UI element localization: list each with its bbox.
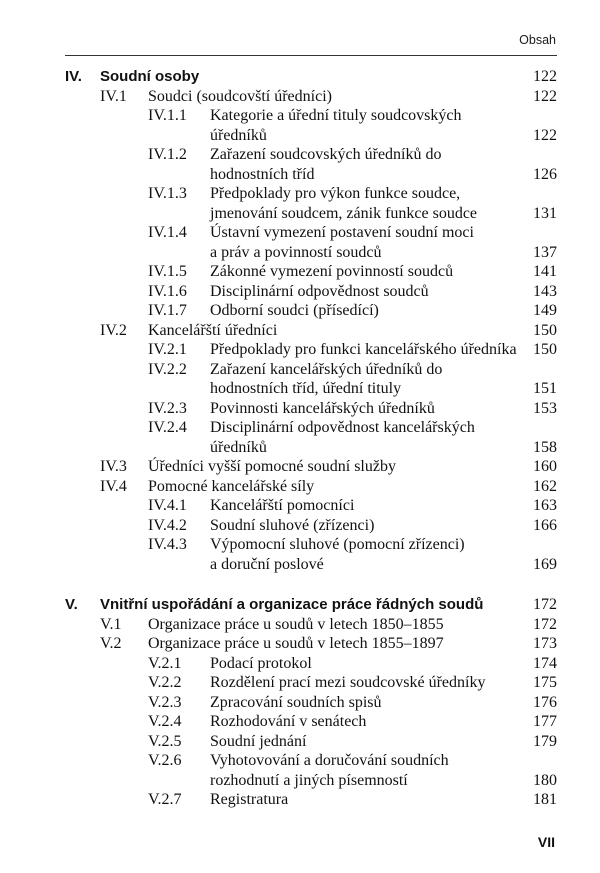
page-number: 169 (533, 555, 557, 573)
entry-number: IV.2.1 (148, 341, 187, 358)
toc-entry-IV-1-3[interactable] (65, 184, 557, 223)
page-number: 172 (533, 596, 557, 613)
page-number: 122 (533, 87, 557, 105)
toc-entry-IV-1-7[interactable] (65, 301, 557, 321)
entry-title-cont: a práv a povinností soudců (210, 243, 382, 261)
toc-entry-V-2-4[interactable] (65, 712, 557, 732)
entry-number: IV.2.2 (148, 360, 187, 378)
chapter-number: V. (65, 596, 78, 613)
entry-title: Předpoklady pro funkci kancelářského úředníka (210, 341, 517, 358)
entry-number: IV.2.3 (148, 399, 187, 417)
entry-title-cont: jmenování soudcem, zánik funkce soudce (210, 204, 478, 222)
toc-entry-IV-1-2[interactable] (65, 145, 557, 184)
chapter-number: IV. (65, 68, 82, 85)
entry-title: Úředníci vyšší pomocné soudní služby (148, 458, 396, 475)
page-number: 162 (533, 477, 557, 495)
chapter-title: Soudní osoby (100, 68, 200, 85)
entry-title: Odborní soudci (přísedící) (210, 302, 379, 319)
page-number: 181 (533, 791, 557, 808)
toc-entry-IV-1-4[interactable] (65, 223, 557, 262)
page-number: 160 (533, 458, 557, 475)
page-number: 177 (533, 713, 557, 730)
entry-title: Organizace práce u soudů v letech 1850–1855 (148, 615, 444, 633)
page-number: 179 (533, 732, 557, 750)
entry-number: V.2.2 (148, 674, 182, 691)
toc-entry-V-2-3[interactable] (65, 693, 557, 713)
toc-entry-IV-4-1[interactable] (65, 496, 557, 516)
entry-title: Kategorie a úřední tituly soudcovských (210, 107, 462, 124)
toc-entry-V-2[interactable] (65, 634, 557, 654)
toc-entry-V-1[interactable] (65, 615, 557, 635)
entry-number: V.1 (100, 615, 122, 633)
entry-number: V.2.6 (148, 752, 182, 769)
header-rule (65, 55, 557, 56)
chapter-spacer (65, 574, 557, 595)
entry-title-cont: rozhodnutí a jiných písemností (210, 771, 408, 789)
entry-title: Vyhotovování a doručování soudních (210, 752, 449, 769)
toc-chapter-5[interactable] (65, 595, 557, 615)
page-number: 122 (533, 126, 557, 144)
entry-title: Organizace práce u soudů v letech 1855–1897 (148, 635, 444, 652)
page-number: 149 (533, 302, 557, 319)
page-number: 151 (533, 380, 557, 397)
running-header: Obsah (519, 33, 556, 47)
toc-entry-IV-1-5[interactable] (65, 262, 557, 282)
page-number: 176 (533, 693, 557, 711)
entry-title: Zákonné vymezení povinností soudců (210, 263, 454, 280)
page-number: 153 (533, 399, 557, 417)
toc-entry-IV-1-6[interactable] (65, 282, 557, 302)
entry-title-cont: a doruční poslové (210, 555, 324, 573)
entry-number: V.2.3 (148, 693, 182, 711)
entry-number: IV.2 (100, 321, 127, 339)
entry-number: IV.1.5 (148, 263, 187, 280)
entry-number: V.2 (100, 635, 122, 652)
page-number: 150 (533, 321, 557, 339)
entry-title: Zařazení kancelářských úředníků do (210, 360, 443, 378)
page-number: 166 (533, 516, 557, 534)
page-number: 150 (533, 341, 557, 358)
entry-number: IV.4.2 (148, 516, 187, 534)
toc-chapter-4[interactable] (65, 67, 557, 87)
entry-title-cont: hodnostních tříd, úřední tituly (210, 380, 402, 397)
toc-entry-V-2-6[interactable] (65, 751, 557, 790)
entry-title: Podací protokol (210, 654, 312, 672)
page-number: 175 (533, 674, 557, 691)
entry-title: Povinnosti kancelářských úředníků (210, 399, 435, 417)
entry-number: IV.2.4 (148, 419, 187, 436)
entry-number: IV.1 (100, 87, 127, 105)
entry-title: Soudci (soudcovští úředníci) (148, 87, 332, 105)
toc-entry-V-2-5[interactable] (65, 732, 557, 752)
entry-title: Soudní jednání (210, 732, 307, 750)
page-number: 131 (533, 204, 557, 222)
entry-title: Soudní sluhové (zřízenci) (210, 516, 375, 534)
toc-entry-IV-1[interactable] (65, 87, 557, 107)
entry-number: IV.4.3 (148, 536, 187, 553)
entry-number: IV.1.4 (148, 224, 187, 241)
page-number: 163 (533, 497, 557, 514)
toc-entry-IV-4[interactable] (65, 477, 557, 497)
page-number: 180 (533, 771, 557, 789)
entry-number: IV.1.3 (148, 185, 187, 202)
toc-entry-IV-4-2[interactable] (65, 516, 557, 536)
entry-title: Předpoklady pro výkon funkce soudce, (210, 185, 461, 202)
toc-entry-IV-2-3[interactable] (65, 399, 557, 419)
entry-title: Disciplinární odpovědnost soudců (210, 282, 429, 300)
entry-title: Zařazení soudcovských úředníků do (210, 146, 442, 163)
table-of-contents (65, 67, 557, 810)
entry-number: IV.4 (100, 477, 127, 495)
entry-title: Kancelářští úředníci (148, 321, 278, 339)
entry-number: IV.4.1 (148, 497, 187, 514)
page-number: 126 (533, 165, 557, 183)
toc-entry-IV-2-1[interactable] (65, 340, 557, 360)
page-number: 173 (533, 635, 557, 652)
entry-title: Výpomocní sluhové (pomocní zřízenci) (210, 536, 465, 553)
toc-entry-IV-3[interactable] (65, 457, 557, 477)
entry-title-cont: úředníků (210, 438, 267, 456)
entry-title: Ústavní vymezení postavení soudní moci (210, 224, 474, 241)
page-number: 141 (533, 263, 557, 280)
page-number: 143 (533, 282, 557, 300)
entry-title: Zpracování soudních spisů (210, 693, 382, 711)
entry-number: IV.1.6 (148, 282, 187, 300)
page-number: 172 (533, 615, 557, 633)
page-folio: VII (537, 834, 555, 850)
entry-title: Kancelářští pomocníci (210, 497, 355, 514)
chapter-title: Vnitřní uspořádání a organizace práce řádných soudů (100, 596, 484, 613)
entry-title: Disciplinární odpovědnost kancelářských (210, 419, 475, 436)
page-number: 137 (533, 243, 557, 261)
page-number: 174 (533, 654, 557, 672)
toc-entry-V-2-7[interactable] (65, 790, 557, 810)
entry-title-cont: hodnostních tříd (210, 165, 315, 183)
entry-title: Registratura (210, 791, 289, 808)
entry-number: IV.1.7 (148, 302, 187, 319)
page-number: 158 (533, 438, 557, 456)
entry-number: V.2.7 (148, 791, 182, 808)
entry-number: IV.1.1 (148, 107, 187, 124)
entry-title-cont: úředníků (210, 126, 267, 144)
entry-number: V.2.5 (148, 732, 182, 750)
entry-number: V.2.4 (148, 713, 182, 730)
entry-title: Rozdělení prací mezi soudcovské úředníky (210, 674, 486, 691)
toc-entry-IV-2[interactable] (65, 321, 557, 341)
toc-entry-V-2-2[interactable] (65, 673, 557, 693)
toc-entry-IV-4-3[interactable] (65, 535, 557, 574)
entry-title: Pomocné kancelářské síly (148, 477, 315, 495)
toc-entry-IV-2-2[interactable] (65, 360, 557, 399)
entry-title: Rozhodování v senátech (210, 713, 367, 730)
toc-entry-IV-1-1[interactable] (65, 106, 557, 145)
page-number: 122 (533, 68, 557, 85)
toc-entry-IV-2-4[interactable] (65, 418, 557, 457)
toc-entry-V-2-1[interactable] (65, 654, 557, 674)
entry-number: IV.3 (100, 458, 127, 475)
entry-number: IV.1.2 (148, 146, 187, 163)
entry-number: V.2.1 (148, 654, 182, 672)
